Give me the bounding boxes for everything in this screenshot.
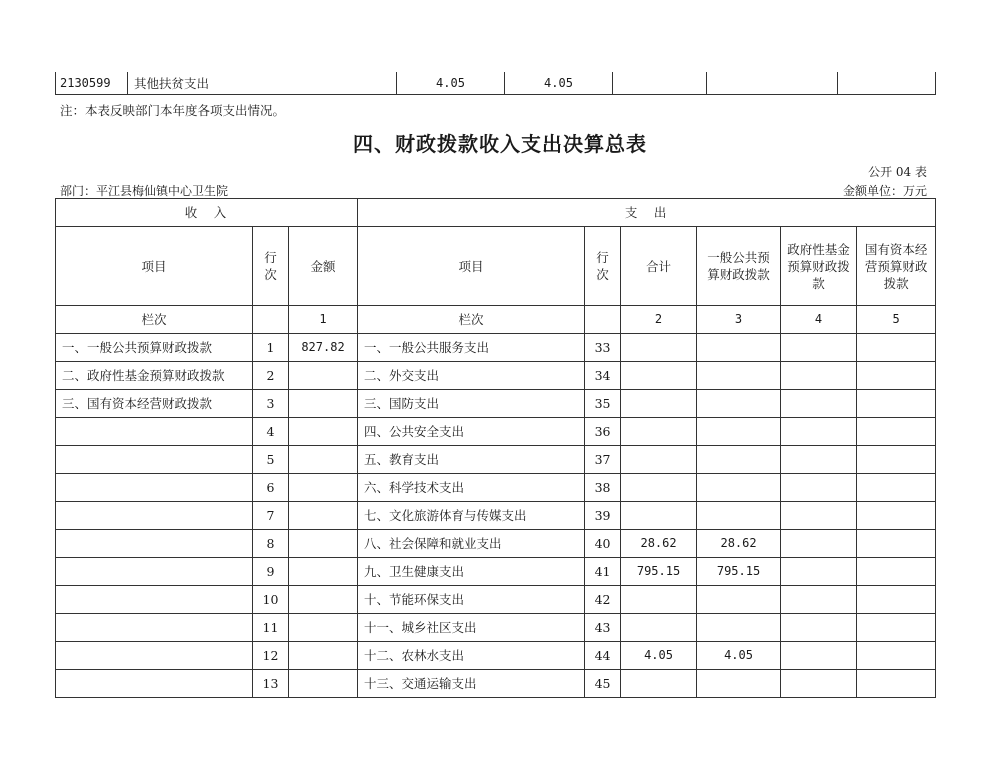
income-row-no: 8	[253, 530, 289, 558]
expense-item-header: 项目	[358, 227, 585, 306]
income-amount	[289, 642, 358, 670]
income-amount	[289, 362, 358, 390]
table-row	[56, 614, 936, 642]
expense-item: 七、文化旅游体育与传媒支出	[358, 502, 585, 530]
expense-row-no: 39	[585, 502, 621, 530]
gov-fund-amount	[781, 418, 857, 446]
income-amount: 827.82	[289, 334, 358, 362]
table-header-row	[56, 199, 936, 227]
page-title: 四、财政拨款收入支出决算总表	[353, 132, 647, 156]
state-capital-amount	[857, 586, 936, 614]
expense-item: 十一、城乡社区支出	[358, 614, 585, 642]
expense-item: 六、科学技术支出	[358, 474, 585, 502]
expense-row-no: 41	[585, 558, 621, 586]
state-capital-amount	[857, 390, 936, 418]
table-header-row	[56, 227, 936, 306]
table-row	[56, 474, 936, 502]
table-row	[56, 670, 936, 698]
column-index: 5	[857, 306, 936, 334]
total-amount	[621, 614, 697, 642]
income-header: 收 入	[56, 199, 358, 227]
expense-row-no: 34	[585, 362, 621, 390]
gov-fund-amount	[781, 502, 857, 530]
income-item	[56, 446, 253, 474]
function-name: 其他扶贫支出	[128, 72, 397, 95]
income-item	[56, 614, 253, 642]
income-row-no: 11	[253, 614, 289, 642]
state-capital-amount	[857, 474, 936, 502]
gov-fund-amount	[781, 614, 857, 642]
income-amount	[289, 446, 358, 474]
income-amount	[289, 586, 358, 614]
expense-row-no: 45	[585, 670, 621, 698]
gov-fund-amount	[781, 586, 857, 614]
expense-row-no: 36	[585, 418, 621, 446]
gov-fund-amount	[781, 558, 857, 586]
gov-fund-amount	[781, 670, 857, 698]
value-cell	[707, 72, 838, 95]
function-code: 2130599	[56, 72, 128, 95]
total-amount: 4.05	[621, 642, 697, 670]
value-cell: 4.05	[397, 72, 505, 95]
table-row	[56, 642, 936, 670]
expense-item: 十三、交通运输支出	[358, 670, 585, 698]
general-budget-amount	[697, 362, 781, 390]
general-budget-amount	[697, 446, 781, 474]
expense-row-no: 37	[585, 446, 621, 474]
form-number: 公开 04 表	[868, 165, 927, 179]
expense-row-no: 43	[585, 614, 621, 642]
income-amount	[289, 670, 358, 698]
total-amount: 795.15	[621, 558, 697, 586]
table-row	[56, 418, 936, 446]
lanci-label: 栏次	[56, 306, 253, 334]
table-row	[56, 362, 936, 390]
income-row-no: 4	[253, 418, 289, 446]
expense-row-no-header: 行次	[585, 227, 621, 306]
state-capital-amount	[857, 530, 936, 558]
expense-item: 一、一般公共服务支出	[358, 334, 585, 362]
income-row-no: 7	[253, 502, 289, 530]
income-amount	[289, 418, 358, 446]
general-budget-amount	[697, 474, 781, 502]
table-row	[56, 586, 936, 614]
total-amount	[621, 334, 697, 362]
total-header: 合计	[621, 227, 697, 306]
income-item	[56, 670, 253, 698]
table-row	[56, 502, 936, 530]
income-amount	[289, 558, 358, 586]
gov-fund-amount	[781, 446, 857, 474]
income-item-header: 项目	[56, 227, 253, 306]
state-capital-amount	[857, 502, 936, 530]
previous-table-fragment	[55, 72, 936, 95]
table-row	[56, 390, 936, 418]
expense-item: 八、社会保障和就业支出	[358, 530, 585, 558]
table-row	[56, 446, 936, 474]
income-row-no: 5	[253, 446, 289, 474]
expense-item: 三、国防支出	[358, 390, 585, 418]
table-note: 注：本表反映部门本年度各项支出情况。	[60, 103, 286, 118]
expense-row-no: 38	[585, 474, 621, 502]
gov-fund-amount	[781, 390, 857, 418]
expense-item: 十、节能环保支出	[358, 586, 585, 614]
table-row	[56, 558, 936, 586]
table-row	[56, 334, 936, 362]
expense-item: 十二、农林水支出	[358, 642, 585, 670]
empty-cell	[585, 306, 621, 334]
total-amount	[621, 474, 697, 502]
income-row-no: 1	[253, 334, 289, 362]
lanci-label: 栏次	[358, 306, 585, 334]
department-label: 部门：平江县梅仙镇中心卫生院	[60, 184, 229, 198]
gov-fund-amount	[781, 362, 857, 390]
state-capital-amount	[857, 418, 936, 446]
gov-fund-amount	[781, 474, 857, 502]
income-amount	[289, 474, 358, 502]
gov-fund-header: 政府性基金预算财政拨款	[781, 227, 857, 306]
expense-header: 支 出	[358, 199, 936, 227]
value-cell	[838, 72, 936, 95]
total-amount	[621, 670, 697, 698]
state-capital-amount	[857, 614, 936, 642]
state-capital-amount	[857, 446, 936, 474]
total-amount	[621, 586, 697, 614]
general-budget-amount	[697, 502, 781, 530]
income-item: 三、国有资本经营财政拨款	[56, 390, 253, 418]
income-item	[56, 642, 253, 670]
general-budget-header: 一般公共预算财政拨款	[697, 227, 781, 306]
column-index: 2	[621, 306, 697, 334]
gov-fund-amount	[781, 530, 857, 558]
state-capital-amount	[857, 362, 936, 390]
column-index-row	[56, 306, 936, 334]
general-budget-amount	[697, 614, 781, 642]
income-row-no: 2	[253, 362, 289, 390]
column-index: 1	[289, 306, 358, 334]
empty-cell	[253, 306, 289, 334]
column-index: 4	[781, 306, 857, 334]
total-amount	[621, 502, 697, 530]
expense-item: 九、卫生健康支出	[358, 558, 585, 586]
income-item: 二、政府性基金预算财政拨款	[56, 362, 253, 390]
income-row-no: 3	[253, 390, 289, 418]
income-item	[56, 474, 253, 502]
expense-row-no: 42	[585, 586, 621, 614]
expense-item: 四、公共安全支出	[358, 418, 585, 446]
expense-row-no: 35	[585, 390, 621, 418]
general-budget-amount	[697, 586, 781, 614]
expense-row-no: 40	[585, 530, 621, 558]
income-row-no: 6	[253, 474, 289, 502]
general-budget-amount	[697, 670, 781, 698]
value-cell: 4.05	[505, 72, 613, 95]
state-capital-amount	[857, 334, 936, 362]
state-capital-amount	[857, 670, 936, 698]
unit-label: 金额单位：万元	[842, 184, 927, 198]
general-budget-amount: 4.05	[697, 642, 781, 670]
value-cell	[613, 72, 707, 95]
income-row-no: 13	[253, 670, 289, 698]
expense-item: 二、外交支出	[358, 362, 585, 390]
total-amount	[621, 418, 697, 446]
income-amount	[289, 390, 358, 418]
income-row-no: 9	[253, 558, 289, 586]
income-amount	[289, 530, 358, 558]
expense-row-no: 44	[585, 642, 621, 670]
general-budget-amount	[697, 334, 781, 362]
total-amount	[621, 362, 697, 390]
column-index: 3	[697, 306, 781, 334]
income-amount	[289, 502, 358, 530]
income-item	[56, 586, 253, 614]
state-capital-header: 国有资本经营预算财政拨款	[857, 227, 936, 306]
table-row	[56, 72, 936, 95]
gov-fund-amount	[781, 642, 857, 670]
income-item	[56, 530, 253, 558]
gov-fund-amount	[781, 334, 857, 362]
budget-summary-table	[55, 198, 936, 698]
income-item	[56, 558, 253, 586]
table-row	[56, 530, 936, 558]
amount-header: 金额	[289, 227, 358, 306]
income-row-no: 10	[253, 586, 289, 614]
general-budget-amount	[697, 418, 781, 446]
total-amount: 28.62	[621, 530, 697, 558]
total-amount	[621, 390, 697, 418]
state-capital-amount	[857, 642, 936, 670]
expense-item: 五、教育支出	[358, 446, 585, 474]
income-item	[56, 418, 253, 446]
income-row-no: 12	[253, 642, 289, 670]
income-row-no-header: 行次	[253, 227, 289, 306]
income-item	[56, 502, 253, 530]
general-budget-amount: 795.15	[697, 558, 781, 586]
expense-row-no: 33	[585, 334, 621, 362]
general-budget-amount	[697, 390, 781, 418]
total-amount	[621, 446, 697, 474]
state-capital-amount	[857, 558, 936, 586]
general-budget-amount: 28.62	[697, 530, 781, 558]
income-item: 一、一般公共预算财政拨款	[56, 334, 253, 362]
income-amount	[289, 614, 358, 642]
